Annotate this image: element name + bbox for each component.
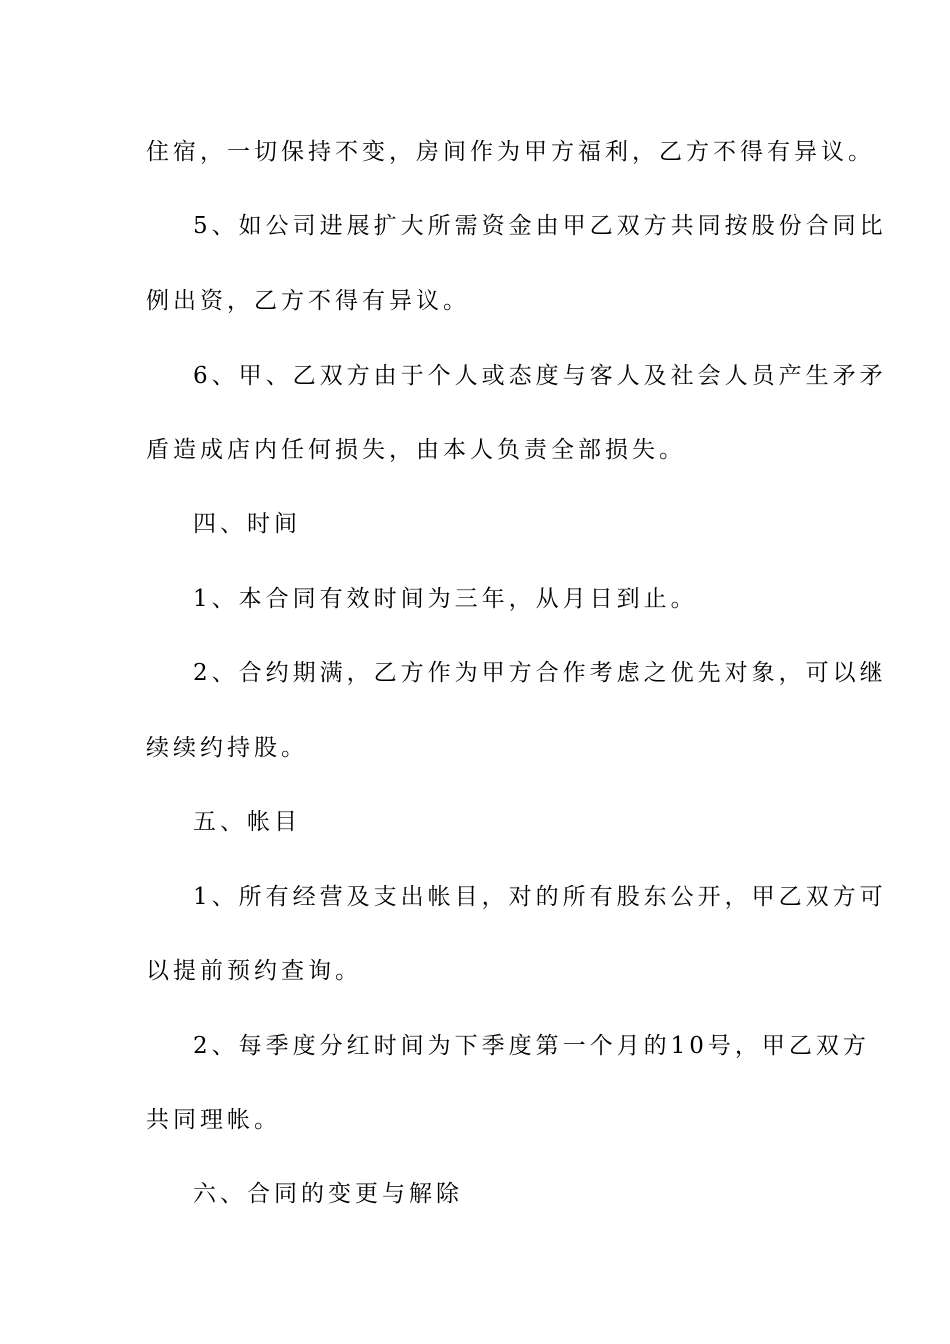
paragraph-line: 例出资，乙方不得有异议。 [146,288,470,314]
paragraph-line: 以提前预约查询。 [146,958,362,984]
clause-6-line: 6、甲、乙双方由于个人或态度与客人及社会人员产生矛矛 [193,363,887,389]
section-heading-time: 四、时间 [193,511,301,537]
section-heading-contract-change: 六、合同的变更与解除 [193,1181,463,1207]
paragraph-line: 续续约持股。 [146,735,308,761]
clause-1-line: 1、本合同有效时间为三年，从月日到止。 [193,586,698,612]
paragraph-line: 盾造成店内任何损失，由本人负责全部损失。 [146,437,686,463]
section-heading-accounts: 五、帐目 [193,809,301,835]
paragraph-line: 住宿，一切保持不变，房间作为甲方福利，乙方不得有异议。 [146,139,875,165]
clause-2-line: 2、合约期满，乙方作为甲方合作考虑之优先对象，可以继 [193,660,887,686]
clause-5-line: 5、如公司进展扩大所需资金由甲乙双方共同按股份合同比 [193,213,887,239]
clause-1-line: 1、所有经营及支出帐目，对的所有股东公开，甲乙双方可 [193,884,887,910]
paragraph-line: 共同理帐。 [146,1107,281,1133]
clause-2-line: 2、每季度分红时间为下季度第一个月的10号，甲乙双方 [193,1033,870,1059]
